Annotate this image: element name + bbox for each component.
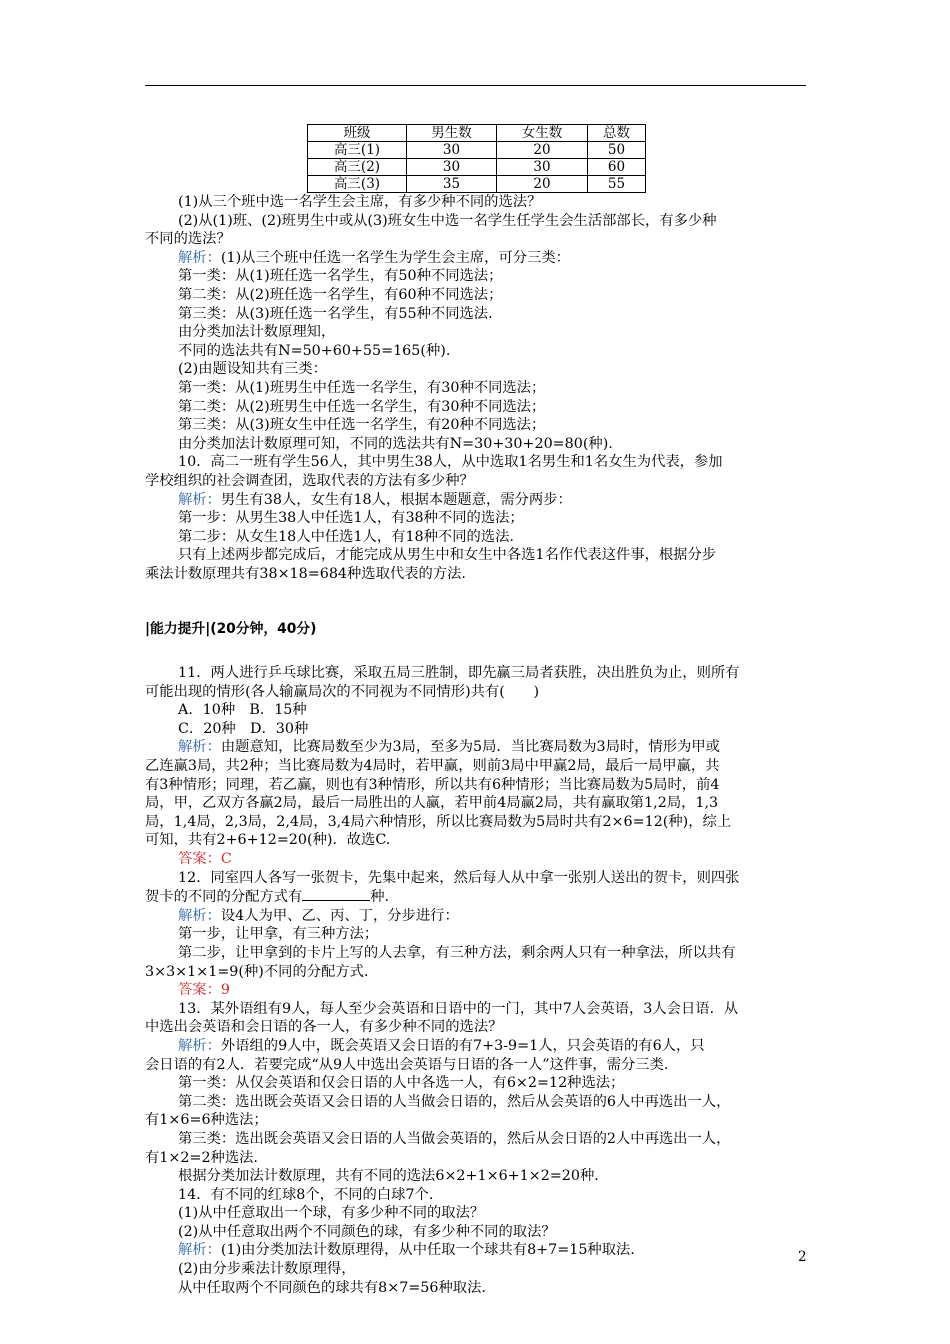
solution-label: 解析： (178, 491, 221, 508)
answer-line: 答案：9 (178, 982, 230, 999)
solution-line: 第二类：从(2)班男生中任选一名学生，有30种不同选法； (178, 398, 546, 415)
solution-line: 局，甲，乙双方各赢2局，最后一局胜出的人赢，若甲前4局赢2局，共有赢取第1,2局，1,3 (145, 795, 719, 812)
solution-line: 会日语的有2人．若要完成“从9人中选出会英语与日语的各一人”这件事，需分三类. (145, 1056, 669, 1073)
solution-label: 解析： (178, 1242, 221, 1259)
solution-text: 设4人为甲、乙、丙、丁，分步进行： (220, 907, 459, 924)
option-line: C．20种 D．30种 (178, 720, 309, 737)
question-line: (1)从三个班中选一名学生会主席，有多少种不同的选法？ (178, 194, 542, 210)
solution-line: 由分类加法计数原理可知，不同的选法共有N=30+30+20=80(种). (178, 435, 613, 452)
question-line: (1)从中任意取出一个球，有多少种不同的取法？ (178, 1205, 485, 1222)
solution-line: 只有上述两步都完成后，才能完成从男生中和女生中各选1名作代表这件事，根据分步 (178, 547, 717, 564)
solution-line: 第三类：从(3)班女生中任选一名学生，有20种不同选法； (178, 417, 546, 434)
solution-line: 有1×2=2种选法. (145, 1149, 258, 1166)
header-rule (145, 85, 806, 86)
page-number: 2 (798, 1249, 807, 1265)
solution-text: 男生有38人，女生有18人，根据本题题意，需分两步： (220, 491, 572, 508)
table-cell: 50 (588, 142, 646, 159)
solution-line (145, 1037, 810, 1056)
table-cell: 30 (407, 159, 497, 176)
solution-text: 外语组的9人中，既会英语又会日语的有7+3-9=1人，只会英语的有6人，只 (220, 1037, 705, 1054)
question-text: 贺卡的不同的分配方式有 (145, 889, 303, 906)
solution-line: 从中任取两个不同颜色的球共有8×7=56种取法. (178, 1279, 486, 1296)
solution-line: 不同的选法共有N=50+60+55=165(种). (178, 342, 451, 359)
solution-label: 解析： (178, 739, 221, 756)
solution-label: 解析： (178, 907, 221, 924)
solution-text: 由题意知，比赛局数至少为3局，至多为5局．当比赛局数为3局时，情形为甲或 (220, 739, 720, 756)
question-line: (2)从(1)班、(2)班男生中或从(3)班女生中选一名学生任学生会生活部部长，有多少种 (178, 212, 717, 229)
question-line: 学校组织的社会调查团，选取代表的方法有多少种？ (145, 472, 474, 489)
solution-line: 局，1,4局，2,3局，2,4局，3,4局六种情形，所以比赛局数为5局时共有2×6=12(种)，综上 (145, 813, 732, 830)
table-cell: 总数 (588, 125, 646, 142)
solution-line: 由分类加法计数原理知， (178, 324, 336, 341)
question-text: 种. (370, 889, 390, 906)
answer-blank (302, 887, 370, 901)
solution-line: 第一类：从(1)班任选一名学生，有50种不同选法； (178, 268, 503, 285)
solution-line: 第一步，让甲拿，有三种方法； (178, 926, 379, 943)
question-line: 10．高二一班有学生56人，其中男生38人，从中选取1名男生和1名女生为代表，参加 (178, 454, 723, 471)
option-line: A．10种 B．15种 (178, 702, 307, 719)
table-cell: 男生数 (407, 125, 497, 142)
table-header-row (308, 125, 646, 142)
table-cell: 女生数 (497, 125, 588, 142)
solution-line (145, 1241, 810, 1260)
question-line: 12．同室四人各写一张贺卡，先集中起来，然后每人从中拿一张别人送出的贺卡，则四张 (178, 869, 740, 886)
solution-line: 乘法计数原理共有38×18=684种选取代表的方法. (145, 565, 466, 582)
solution-line (145, 249, 810, 268)
solution-line: 第一类：从(1)班男生中任选一名学生，有30种不同选法； (178, 379, 546, 396)
table-cell: 30 (407, 142, 497, 159)
question-line: 不同的选法？ (145, 231, 231, 248)
question-line: 14．有不同的红球8个，不同的白球7个. (178, 1186, 434, 1203)
table-cell: 高三(3) (308, 176, 407, 193)
question-line: 中选出会英语和会日语的各一人，有多少种不同的选法？ (145, 1019, 503, 1036)
table-row (308, 159, 646, 176)
solution-line: 第二步，让甲拿到的卡片上写的人去拿，有三种方法，剩余两人只有一种拿法，所以共有 (178, 944, 736, 961)
table-cell: 55 (588, 176, 646, 193)
table-cell: 班级 (308, 125, 407, 142)
question-line: 可能出现的情形(各人输赢局次的不同视为不同情形)共有( ) (145, 683, 540, 700)
solution-text: (1)从三个班中任选一名学生为学生会主席，可分三类： (220, 249, 570, 266)
solution-label: 解析： (178, 249, 221, 266)
solution-line: 第三类：选出既会英语又会日语的人当做会英语的，然后从会日语的2人中再选出一人， (178, 1130, 731, 1147)
table-cell: 高三(2) (308, 159, 407, 176)
solution-line: 第二步：从女生18人中任选1人，有18种不同的选法. (178, 528, 514, 545)
table-cell: 20 (497, 142, 588, 159)
class-student-table (307, 124, 646, 193)
table-cell: 高三(1) (308, 142, 407, 159)
table-row (308, 142, 646, 159)
solution-line: 第二类：选出既会英语又会日语的人当做会日语的，然后从会英语的6人中再选出一人， (178, 1093, 731, 1110)
solution-line (145, 491, 810, 510)
solution-line: (2)由分步乘法计数原理得， (178, 1261, 356, 1278)
table-cell: 60 (588, 159, 646, 176)
document-body (145, 193, 810, 1297)
section-heading: |能力提升|(20分钟，40分) (145, 621, 317, 638)
table-cell: 35 (407, 176, 497, 193)
question-line: (2)从中任意取出两个不同颜色的球，有多少种不同的取法？ (178, 1223, 556, 1240)
solution-line: 根据分类加法计数原理，共有不同的选法6×2+1×6+1×2=20种. (178, 1168, 599, 1185)
solution-line (145, 907, 810, 926)
solution-text: (1)由分类加法计数原理得，从中任取一个球共有8+7=15种取法. (220, 1242, 635, 1259)
question-line (145, 887, 810, 907)
question-line: 11．两人进行乒乓球比赛，采取五局三胜制，即先赢三局者获胜，决出胜负为止，则所有 (178, 665, 740, 682)
solution-line: 可知，共有2+6+12=20(种)．故选C. (145, 832, 391, 849)
solution-line: 第三类：从(3)班任选一名学生，有55种不同选法. (178, 305, 493, 322)
solution-line: 3×3×1×1=9(种)不同的分配方式. (145, 963, 369, 980)
table-cell: 20 (497, 176, 588, 193)
solution-line: 第一步：从男生38人中任选1人，有38种不同的选法； (178, 510, 524, 527)
solution-line: 乙连赢3局，共2种；当比赛局数为4局时，若甲赢，则前3局中甲赢2局，最后一局甲赢，共 (145, 758, 720, 775)
solution-line: 有3种情形；同理，若乙赢，则也有3种情形，所以共有6种情形；当比赛局数为5局时，前4 (145, 776, 720, 793)
table-cell: 30 (497, 159, 588, 176)
solution-line: 第二类：从(2)班任选一名学生，有60种不同选法； (178, 286, 503, 303)
solution-line: 有1×6=6种选法； (145, 1112, 268, 1129)
solution-line: (2)由题设知共有三类： (178, 361, 327, 378)
answer-line: 答案：C (178, 851, 232, 867)
solution-label: 解析： (178, 1037, 221, 1054)
solution-line (145, 738, 810, 757)
question-line: 13．某外语组有9人，每人至少会英语和日语中的一门，其中7人会英语，3人会日语．从 (178, 1000, 739, 1017)
table-row (308, 176, 646, 193)
solution-line: 第一类：从仅会英语和仅会日语的人中各选一人，有6×2=12种选法； (178, 1075, 625, 1092)
